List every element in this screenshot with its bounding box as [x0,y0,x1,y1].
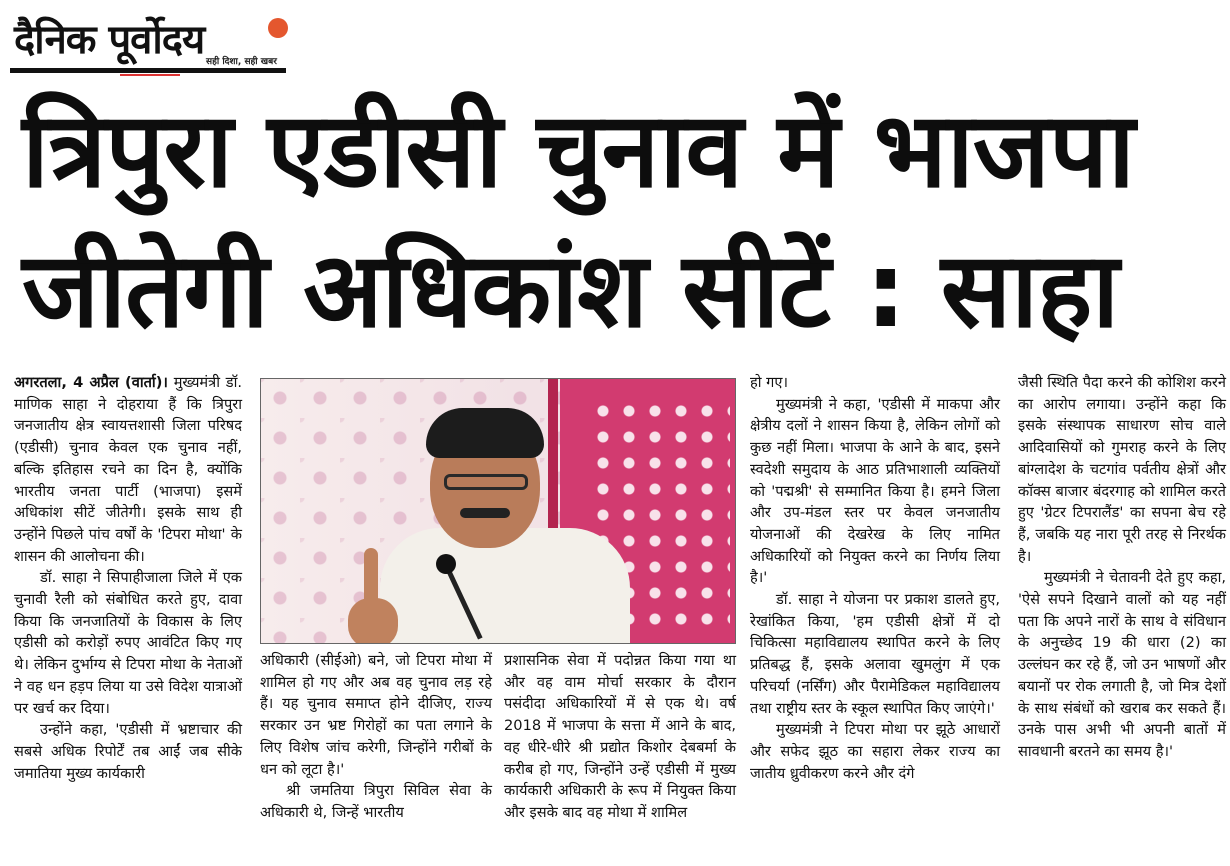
headline [22,80,1218,360]
masthead-accent-rule [120,74,180,76]
article-paragraph: जैसी स्थिति पैदा करने की कोशिश करने का आरोप लगाया। उन्होंने कहा कि इसके संस्थापक साधारण सोच वाले आदिवासियों को गुमराह करने के लिए बांग्लादेश के चटगांव पर्वतीय क्षेत्रों और कॉक्स बाजार बंदरगाह को शामिल करते हुए 'ग्रेटर टिपरालैंड' का सपना बेच रहे हैं, जबकि यह नारा पूरी तरह से निरर्थक है। [1018,374,1226,565]
headline-line-2: जीतेगी अधिकांश सीटें : साहा [22,229,1119,351]
article-column-2 [260,650,492,824]
lead-text: मुख्यमंत्री डॉ. माणिक साहा ने दोहराया हैं कि त्रिपुरा जनजातीय क्षेत्र स्वायत्तशासी जिला परिषद (एडीसी) चुनाव केवल एक चुनाव नहीं, बल्कि इतिहास रचने का दिन है, क्योंकि भारतीय जनता पार्टी (भाजपा) इसमें अधिकांश सीटें जीतेगी। इसके साथ ही उन्होंने पिछले पांच वर्षों के 'टिपरा मोथा' के शासन की आलोचना की। [14,374,243,565]
article-paragraph: मुख्यमंत्री ने कहा, 'एडीसी में माकपा और क्षेत्रीय दलों ने शासन किया है, लेकिन लोगों को कुछ नहीं मिला। भाजपा के आने के बाद, इसने स्वदेशी समुदाय के आठ प्रतिभाशाली व्यक्तियों को 'पद्मश्री' से सम्मानित किया है। हमने जिला और उप-मंडल स्तर पर केवल जनजातीय योजनाओं की देखरेख के लिए नामित अधिकारियों को नियुक्त करने का निर्णय लिया है।' [750,395,1000,587]
article-paragraph: प्रशासनिक सेवा में पदोन्नत किया गया था और वह वाम मोर्चा सरकार के दौरान पसंदीदा अधिकारियों में से एक थे। वर्ष 2018 में भाजपा के सत्ता में आने के बाद, वह धीरे-धीरे श्री प्रद्योत किशोर देबबर्मा के करीब हो गए, जिन्होंने उन्हें एडीसी में मुख्य कार्यकारी अधिकारी के रूप में नियुक्त किया और इसके बाद वह मोथा में शामिल [504,652,736,821]
article-column-1 [14,372,242,784]
article-paragraph: डॉ. साहा ने योजना पर प्रकाश डालते हुए, रेखांकित किया, 'हम एडीसी क्षेत्रों में दो चिकित्सा महाविद्यालय स्थापित करने के लिए प्रतिबद्ध हैं, इसके अलावा खुमलुंग में एक परिचर्या (नर्सिंग) और पैरामेडिकल महाविद्यालय तथा राष्ट्रीय स्तर के स्कूल स्थापित किए जाएंगे।' [750,591,1000,717]
article-column-5 [1018,372,1226,763]
article-paragraph: डॉ. साहा ने सिपाहीजाला जिले में एक चुनावी रैली को संबोधित करते हुए, दावा किया कि जनजातियों के विकास के लिए एडीसी को करोड़ों रुपए आवंटित किए गए थे। लेकिन दुर्भाग्य से टिपरा मोथा के नेताओं ने वह धन हड़प लिया या उसे विदेश यात्राओं पर खर्च कर दिया। [14,569,242,717]
headline-line-1: त्रिपुरा एडीसी चुनाव में भाजपा [22,89,1134,211]
article-paragraph: अधिकारी (सीईओ) बने, जो टिपरा मोथा में शामिल हो गए और अब वह चुनाव लड़ रहे हैं। यह चुनाव समाप्त होने दीजिए, राज्य सरकार उन भ्रष्ट गिरोहों का पता लगाने के लिए विशेष जांच करेगी, जिन्होंने गरीबों के धन को लूटा है।' [260,652,492,778]
article-paragraph: मुख्यमंत्री ने टिपरा मोथा पर झूठे आधारों और सफेद झूठ का सहारा लेकर राज्य का जातीय ध्रुवीकरण करने और दंगे [750,721,1000,782]
newspaper-logo: दैनिक पूर्वोदय [14,17,205,63]
masthead [10,6,290,76]
article-paragraph: उन्होंने कहा, 'एडीसी में भ्रष्टाचार की सबसे अधिक रिपोर्टें तब आईं जब सीके जमातिया मुख्य कार्यकारी [14,721,242,782]
article-paragraph: श्री जमतिया त्रिपुरा सिविल सेवा के अधिकारी थे, जिन्हें भारतीय [260,782,492,821]
masthead-tagline: सही दिशा, सही खबर [206,57,277,67]
masthead-rule [10,68,286,73]
article-paragraph [14,372,242,567]
photo-border [260,378,736,644]
article-paragraph: मुख्यमंत्री ने चेतावनी देते हुए कहा, 'ऐसे सपने दिखाने वालों को यह नहीं पता कि अपने नारों के साथ वे संविधान के अनुच्छेद 19 की धारा (2) का उल्लंघन कर रहे हैं, जो उन भाषणों और बयानों पर रोक लगाती है, जो मित्र देशों के साथ संबंधों को खराब कर सकते हैं। उनके पास अभी भी अपनी बातों में सावधानी बरतने का समय है।' [1018,569,1226,760]
logo-sun-icon [268,18,288,38]
dateline: अगरतला, 4 अप्रैल (वार्ता)। [14,374,168,391]
article-photo [260,378,736,644]
article-column-4 [750,372,1000,784]
article-column-3 [504,650,736,824]
article-paragraph: हो गए। [750,374,788,391]
